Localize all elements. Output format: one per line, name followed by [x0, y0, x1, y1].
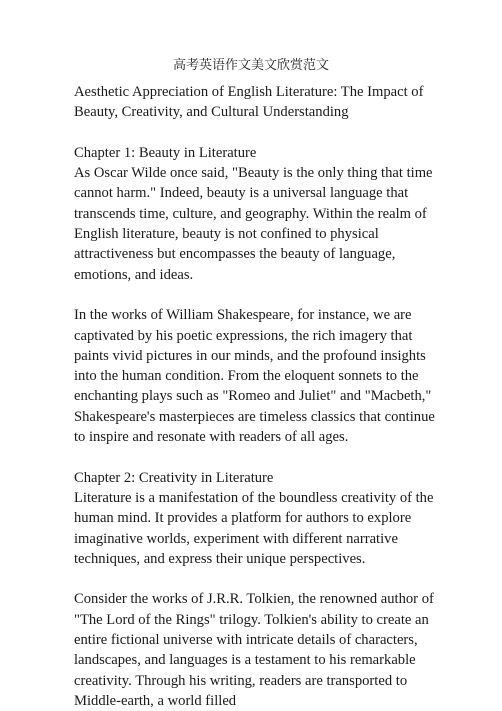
paragraph-gap — [74, 285, 444, 305]
chapter-2-heading: Chapter 2: Creativity in Literature — [74, 469, 274, 486]
chapter-2-paragraph-2: Consider the works of J.R.R. Tolkien, the renowned author of "The Lord of the Rings" trilogy. Tolkien's ability to create an entire fictional universe with intricate details of characters, landscapes, and languages is a testament to his remarkable creativity. Through his writing, readers are transported to Middle-earth, a world filled — [74, 591, 434, 709]
paragraph-gap — [74, 447, 444, 467]
chapter-1-heading: Chapter 1: Beauty in Literature — [74, 144, 257, 161]
chapter-1-paragraph-1: As Oscar Wilde once said, "Beauty is the only thing that time cannot harm." Indeed, beauty is a universal language that transcends time, culture, and geography. Within the realm of English literature, beauty is not confined to physical attractiveness but encompasses the beauty of language, emotions, and ideas. — [74, 165, 433, 283]
document-title: 高考英语作文美文欣赏范文 — [172, 58, 329, 73]
chapter-2-paragraph-1: Literature is a manifestation of the boundless creativity of the human mind. It provides a platform for authors to explore imaginative worlds, experiment with different narrative techniques, and express their unique perspectives. — [74, 489, 434, 567]
document-body — [74, 82, 444, 711]
paragraph-gap — [74, 123, 444, 143]
essay-title: Aesthetic Appreciation of English Literature: The Impact of Beauty, Creativity, and Cultural Understanding — [74, 84, 424, 121]
paragraph-gap — [74, 569, 444, 589]
chapter-1-paragraph-2: In the works of William Shakespeare, for instance, we are captivated by his poetic expressions, the rich imagery that paints vivid pictures in our minds, and the profound insights into the human condition. From the eloquent sonnets to the enchanting plays such as "Romeo and Juliet" and "Macbeth," Shakespeare's masterpieces are timeless classics that continue to inspire and resonate with readers of all ages. — [74, 307, 435, 446]
